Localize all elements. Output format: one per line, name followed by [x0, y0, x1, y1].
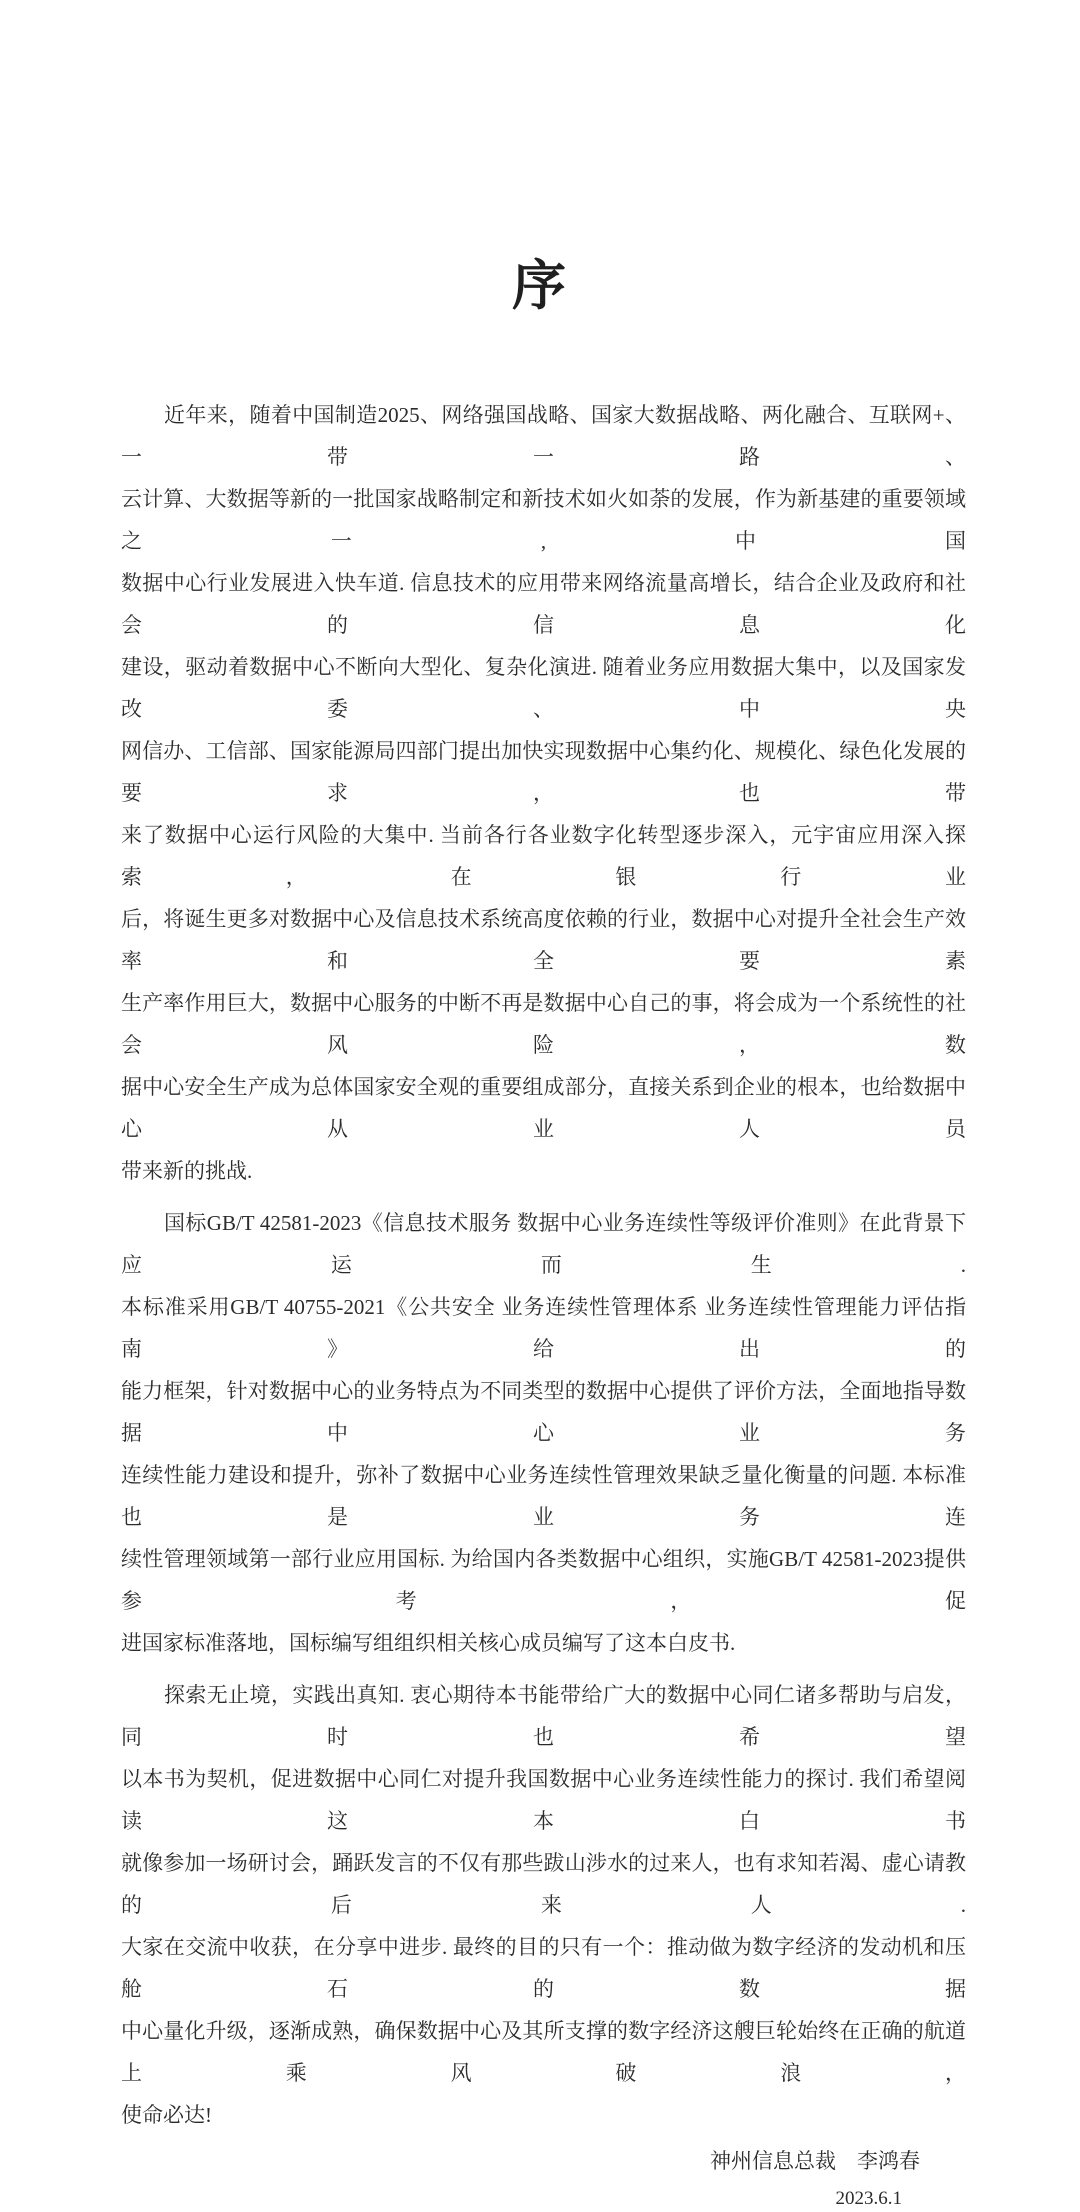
text-line: 建设，驱动着数据中心不断向大型化、复杂化演进. 随着业务应用数据大集中，以及国家发改委、中央 [121, 655, 966, 721]
text-line: 大家在交流中收获，在分享中进步. 最终的目的只有一个：推动做为数字经济的发动机和压舱石的数据 [121, 1935, 966, 2001]
text-line: 连续性能力建设和提升，弥补了数据中心业务连续性管理效果缺乏量化衡量的问题. 本标准也是业务连 [121, 1463, 966, 1529]
text-line: 据中心安全生产成为总体国家安全观的重要组成部分，直接关系到企业的根本，也给数据中心从业人员 [121, 1075, 966, 1141]
text-line: 近年来，随着中国制造2025、网络强国战略、国家大数据战略、两化融合、互联网+、一带一路、 [121, 403, 966, 469]
text-line: 国标GB/T 42581-2023《信息技术服务 数据中心业务连续性等级评价准则》在此背景下应运而生. [121, 1211, 966, 1277]
date-line: 2023.6.1 [835, 2188, 902, 2209]
text-line: 来了数据中心运行风险的大集中. 当前各行各业数字化转型逐步深入，元宇宙应用深入探索，在银行业 [121, 823, 966, 889]
text-line: 使命必达! [121, 2103, 212, 2127]
text-line: 能力框架，针对数据中心的业务特点为不同类型的数据中心提供了评价方法，全面地指导数据中心业务 [121, 1379, 966, 1445]
body-text [121, 394, 966, 2212]
text-line: 生产率作用巨大，数据中心服务的中断不再是数据中心自己的事，将会成为一个系统性的社会风险，数 [121, 991, 966, 1057]
text-line: 中心量化升级，逐渐成熟，确保数据中心及其所支撑的数字经济这艘巨轮始终在正确的航道上乘风破浪， [121, 2019, 966, 2085]
paragraph-1 [121, 394, 966, 1192]
paragraph-2 [121, 1202, 966, 1664]
text-line: 带来新的挑战. [121, 1159, 253, 1183]
text-line: 就像参加一场研讨会，踊跃发言的不仅有那些跋山涉水的过来人，也有求知若渴、虚心请教的后来人. [121, 1851, 966, 1917]
text-line: 数据中心行业发展进入快车道. 信息技术的应用带来网络流量高增长，结合企业及政府和社会的信息化 [121, 571, 966, 637]
text-line: 以本书为契机，促进数据中心同仁对提升我国数据中心业务连续性能力的探讨. 我们希望阅读这本白书 [121, 1767, 966, 1833]
text-line: 进国家标准落地，国标编写组组织相关核心成员编写了这本白皮书. [121, 1631, 736, 1655]
text-line: 本标准采用GB/T 40755-2021《公共安全 业务连续性管理体系 业务连续性管理能力评估指南》给出的 [121, 1295, 966, 1361]
text-line: 后，将诞生更多对数据中心及信息技术系统高度依赖的行业，数据中心对提升全社会生产效率和全要素 [121, 907, 966, 973]
signature-line: 神州信息总裁 李鸿春 [710, 2149, 920, 2173]
page-title: 序 [512, 256, 568, 316]
text-line: 探索无止境，实践出真知. 衷心期待本书能带给广大的数据中心同仁诸多帮助与启发，同时也希望 [121, 1683, 966, 1749]
text-line: 网信办、工信部、国家能源局四部门提出加快实现数据中心集约化、规模化、绿色化发展的要求，也带 [121, 739, 966, 805]
text-line: 云计算、大数据等新的一批国家战略制定和新技术如火如荼的发展，作为新基建的重要领域之一,中国 [121, 487, 966, 553]
paragraph-3 [121, 1674, 966, 2136]
text-line: 续性管理领域第一部行业应用国标. 为给国内各类数据中心组织，实施GB/T 42581-2023提供参考，促 [121, 1547, 966, 1613]
